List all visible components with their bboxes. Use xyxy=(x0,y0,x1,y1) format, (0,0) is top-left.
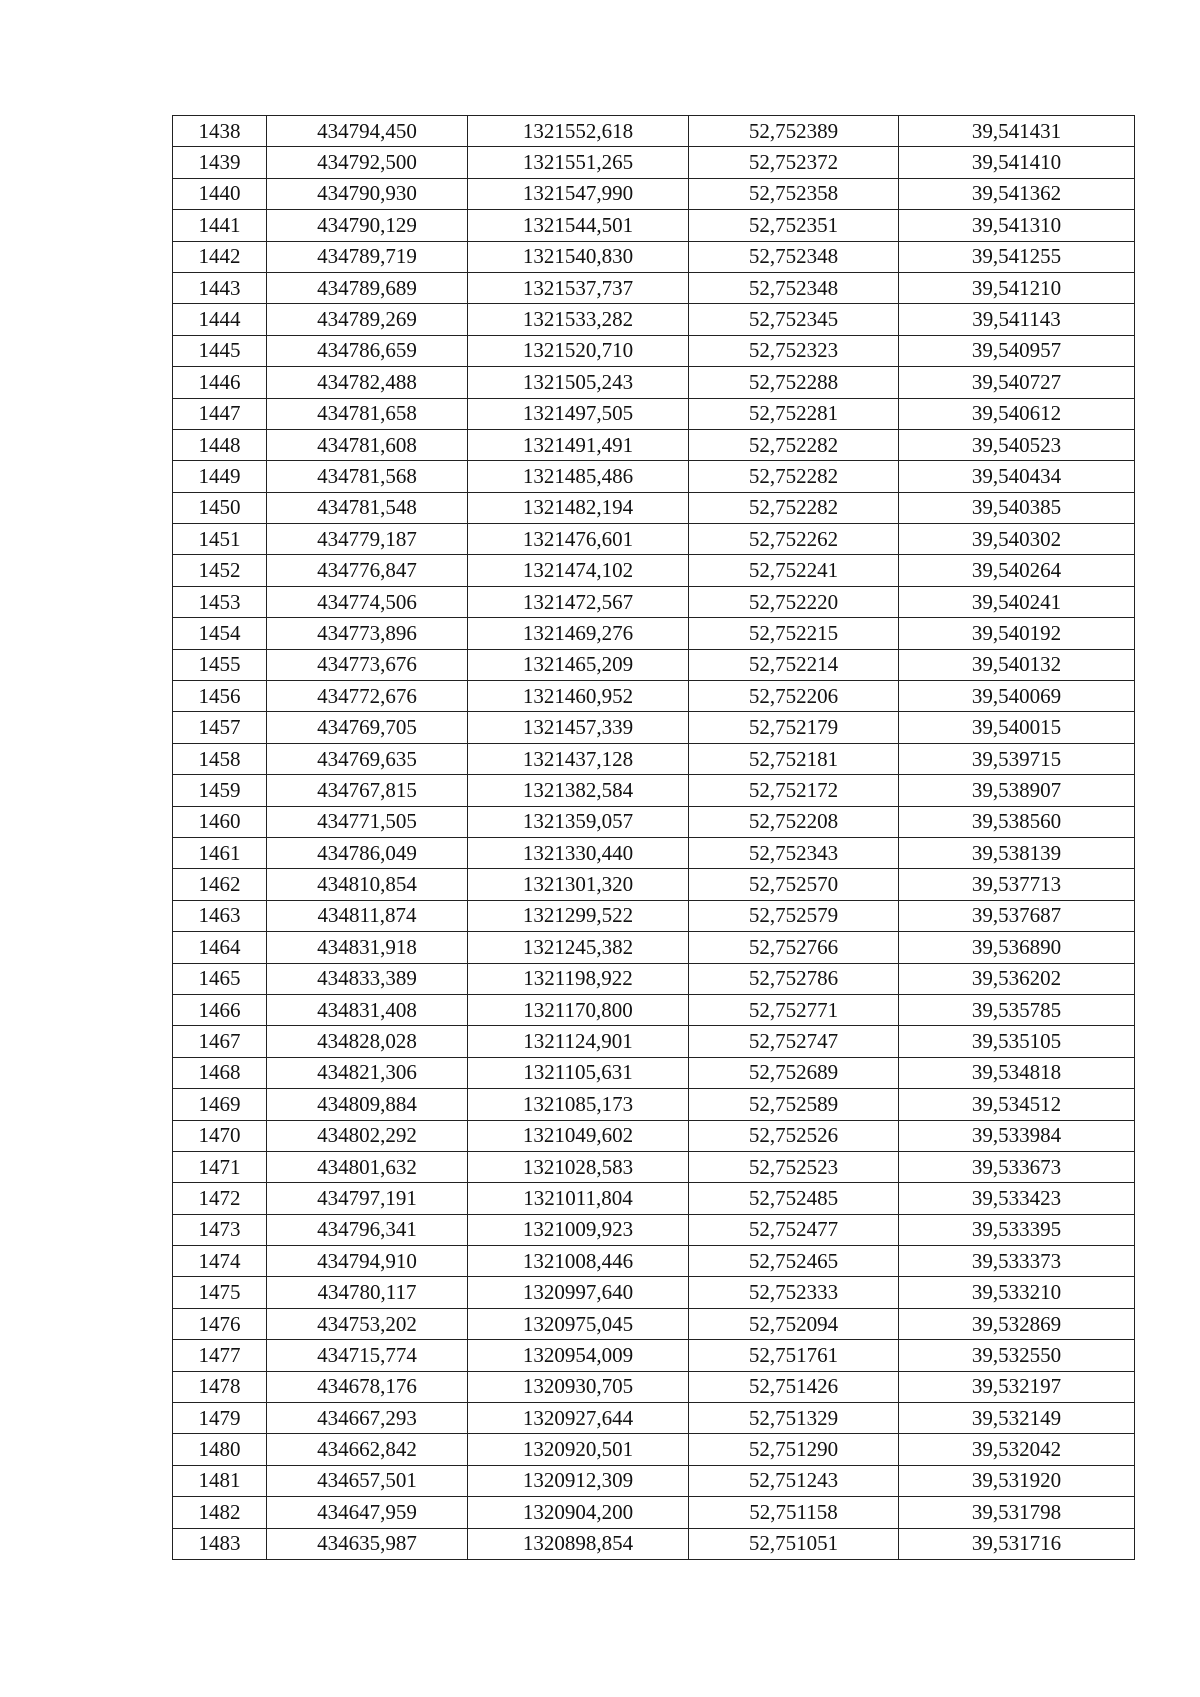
y-coordinate-cell: 1320930,705 xyxy=(468,1371,689,1402)
latitude-cell: 52,751158 xyxy=(689,1497,899,1528)
y-coordinate-cell: 1321474,102 xyxy=(468,555,689,586)
y-coordinate-cell: 1321497,505 xyxy=(468,398,689,429)
x-coordinate-cell: 434647,959 xyxy=(267,1497,468,1528)
y-coordinate-cell: 1321105,631 xyxy=(468,1057,689,1088)
point-number-cell: 1479 xyxy=(173,1403,267,1434)
y-coordinate-cell: 1320975,045 xyxy=(468,1308,689,1339)
longitude-cell: 39,531716 xyxy=(899,1528,1135,1559)
table-row xyxy=(173,618,1135,649)
point-number-cell: 1443 xyxy=(173,272,267,303)
table-row xyxy=(173,681,1135,712)
latitude-cell: 52,752485 xyxy=(689,1183,899,1214)
point-number-cell: 1463 xyxy=(173,900,267,931)
point-number-cell: 1448 xyxy=(173,429,267,460)
table-row xyxy=(173,775,1135,806)
point-number-cell: 1445 xyxy=(173,335,267,366)
y-coordinate-cell: 1321028,583 xyxy=(468,1151,689,1182)
point-number-cell: 1483 xyxy=(173,1528,267,1559)
document-page xyxy=(172,115,1134,1560)
point-number-cell: 1450 xyxy=(173,492,267,523)
point-number-cell: 1441 xyxy=(173,210,267,241)
y-coordinate-cell: 1320898,854 xyxy=(468,1528,689,1559)
latitude-cell: 52,752358 xyxy=(689,178,899,209)
x-coordinate-cell: 434790,129 xyxy=(267,210,468,241)
x-coordinate-cell: 434797,191 xyxy=(267,1183,468,1214)
longitude-cell: 39,533395 xyxy=(899,1214,1135,1245)
latitude-cell: 52,752372 xyxy=(689,147,899,178)
y-coordinate-cell: 1320904,200 xyxy=(468,1497,689,1528)
longitude-cell: 39,540069 xyxy=(899,681,1135,712)
latitude-cell: 52,751243 xyxy=(689,1465,899,1496)
point-number-cell: 1482 xyxy=(173,1497,267,1528)
point-number-cell: 1474 xyxy=(173,1246,267,1277)
latitude-cell: 52,752333 xyxy=(689,1277,899,1308)
table-row xyxy=(173,272,1135,303)
y-coordinate-cell: 1321437,128 xyxy=(468,743,689,774)
latitude-cell: 52,752523 xyxy=(689,1151,899,1182)
longitude-cell: 39,541255 xyxy=(899,241,1135,272)
table-row xyxy=(173,1057,1135,1088)
x-coordinate-cell: 434771,505 xyxy=(267,806,468,837)
point-number-cell: 1475 xyxy=(173,1277,267,1308)
point-number-cell: 1446 xyxy=(173,367,267,398)
point-number-cell: 1458 xyxy=(173,743,267,774)
coordinates-table xyxy=(172,115,1135,1560)
y-coordinate-cell: 1321482,194 xyxy=(468,492,689,523)
latitude-cell: 52,752579 xyxy=(689,900,899,931)
y-coordinate-cell: 1321008,446 xyxy=(468,1246,689,1277)
table-row xyxy=(173,1308,1135,1339)
point-number-cell: 1467 xyxy=(173,1026,267,1057)
x-coordinate-cell: 434802,292 xyxy=(267,1120,468,1151)
longitude-cell: 39,536202 xyxy=(899,963,1135,994)
latitude-cell: 52,752241 xyxy=(689,555,899,586)
point-number-cell: 1469 xyxy=(173,1089,267,1120)
longitude-cell: 39,537687 xyxy=(899,900,1135,931)
point-number-cell: 1451 xyxy=(173,524,267,555)
table-row xyxy=(173,1089,1135,1120)
longitude-cell: 39,535105 xyxy=(899,1026,1135,1057)
table-row xyxy=(173,837,1135,868)
point-number-cell: 1449 xyxy=(173,461,267,492)
longitude-cell: 39,539715 xyxy=(899,743,1135,774)
x-coordinate-cell: 434667,293 xyxy=(267,1403,468,1434)
table-row xyxy=(173,1120,1135,1151)
longitude-cell: 39,533423 xyxy=(899,1183,1135,1214)
longitude-cell: 39,540302 xyxy=(899,524,1135,555)
longitude-cell: 39,541310 xyxy=(899,210,1135,241)
latitude-cell: 52,752282 xyxy=(689,492,899,523)
table-row xyxy=(173,210,1135,241)
latitude-cell: 52,752262 xyxy=(689,524,899,555)
table-row xyxy=(173,116,1135,147)
longitude-cell: 39,540015 xyxy=(899,712,1135,743)
y-coordinate-cell: 1321457,339 xyxy=(468,712,689,743)
y-coordinate-cell: 1321544,501 xyxy=(468,210,689,241)
latitude-cell: 52,752281 xyxy=(689,398,899,429)
longitude-cell: 39,532149 xyxy=(899,1403,1135,1434)
y-coordinate-cell: 1321520,710 xyxy=(468,335,689,366)
point-number-cell: 1444 xyxy=(173,304,267,335)
x-coordinate-cell: 434772,676 xyxy=(267,681,468,712)
longitude-cell: 39,538139 xyxy=(899,837,1135,868)
latitude-cell: 52,752323 xyxy=(689,335,899,366)
latitude-cell: 52,752206 xyxy=(689,681,899,712)
x-coordinate-cell: 434753,202 xyxy=(267,1308,468,1339)
y-coordinate-cell: 1321301,320 xyxy=(468,869,689,900)
y-coordinate-cell: 1321551,265 xyxy=(468,147,689,178)
y-coordinate-cell: 1321382,584 xyxy=(468,775,689,806)
y-coordinate-cell: 1321491,491 xyxy=(468,429,689,460)
point-number-cell: 1470 xyxy=(173,1120,267,1151)
longitude-cell: 39,532197 xyxy=(899,1371,1135,1402)
x-coordinate-cell: 434635,987 xyxy=(267,1528,468,1559)
x-coordinate-cell: 434767,815 xyxy=(267,775,468,806)
latitude-cell: 52,751290 xyxy=(689,1434,899,1465)
table-row xyxy=(173,1403,1135,1434)
x-coordinate-cell: 434811,874 xyxy=(267,900,468,931)
latitude-cell: 52,752589 xyxy=(689,1089,899,1120)
latitude-cell: 52,752766 xyxy=(689,932,899,963)
latitude-cell: 52,752282 xyxy=(689,461,899,492)
x-coordinate-cell: 434828,028 xyxy=(267,1026,468,1057)
longitude-cell: 39,540192 xyxy=(899,618,1135,649)
longitude-cell: 39,538560 xyxy=(899,806,1135,837)
table-row xyxy=(173,1246,1135,1277)
x-coordinate-cell: 434794,450 xyxy=(267,116,468,147)
latitude-cell: 52,752786 xyxy=(689,963,899,994)
y-coordinate-cell: 1321476,601 xyxy=(468,524,689,555)
x-coordinate-cell: 434786,049 xyxy=(267,837,468,868)
x-coordinate-cell: 434810,854 xyxy=(267,869,468,900)
table-row xyxy=(173,1277,1135,1308)
longitude-cell: 39,534818 xyxy=(899,1057,1135,1088)
table-row xyxy=(173,241,1135,272)
table-row xyxy=(173,524,1135,555)
latitude-cell: 52,752348 xyxy=(689,272,899,303)
latitude-cell: 52,752689 xyxy=(689,1057,899,1088)
point-number-cell: 1465 xyxy=(173,963,267,994)
latitude-cell: 52,752288 xyxy=(689,367,899,398)
y-coordinate-cell: 1321085,173 xyxy=(468,1089,689,1120)
latitude-cell: 52,752172 xyxy=(689,775,899,806)
table-row xyxy=(173,1371,1135,1402)
table-row xyxy=(173,649,1135,680)
longitude-cell: 39,532550 xyxy=(899,1340,1135,1371)
point-number-cell: 1452 xyxy=(173,555,267,586)
latitude-cell: 52,752570 xyxy=(689,869,899,900)
y-coordinate-cell: 1320920,501 xyxy=(468,1434,689,1465)
latitude-cell: 52,751761 xyxy=(689,1340,899,1371)
table-row xyxy=(173,555,1135,586)
x-coordinate-cell: 434790,930 xyxy=(267,178,468,209)
table-row xyxy=(173,429,1135,460)
latitude-cell: 52,752094 xyxy=(689,1308,899,1339)
longitude-cell: 39,541362 xyxy=(899,178,1135,209)
longitude-cell: 39,533210 xyxy=(899,1277,1135,1308)
x-coordinate-cell: 434794,910 xyxy=(267,1246,468,1277)
x-coordinate-cell: 434789,269 xyxy=(267,304,468,335)
latitude-cell: 52,752179 xyxy=(689,712,899,743)
longitude-cell: 39,533373 xyxy=(899,1246,1135,1277)
point-number-cell: 1468 xyxy=(173,1057,267,1088)
longitude-cell: 39,540241 xyxy=(899,586,1135,617)
table-row xyxy=(173,461,1135,492)
longitude-cell: 39,533984 xyxy=(899,1120,1135,1151)
point-number-cell: 1456 xyxy=(173,681,267,712)
y-coordinate-cell: 1321465,209 xyxy=(468,649,689,680)
x-coordinate-cell: 434781,548 xyxy=(267,492,468,523)
point-number-cell: 1478 xyxy=(173,1371,267,1402)
y-coordinate-cell: 1321460,952 xyxy=(468,681,689,712)
x-coordinate-cell: 434796,341 xyxy=(267,1214,468,1245)
y-coordinate-cell: 1321469,276 xyxy=(468,618,689,649)
point-number-cell: 1442 xyxy=(173,241,267,272)
point-number-cell: 1481 xyxy=(173,1465,267,1496)
longitude-cell: 39,540264 xyxy=(899,555,1135,586)
longitude-cell: 39,540434 xyxy=(899,461,1135,492)
x-coordinate-cell: 434786,659 xyxy=(267,335,468,366)
point-number-cell: 1461 xyxy=(173,837,267,868)
y-coordinate-cell: 1321472,567 xyxy=(468,586,689,617)
point-number-cell: 1480 xyxy=(173,1434,267,1465)
table-row xyxy=(173,1434,1135,1465)
table-row xyxy=(173,1528,1135,1559)
x-coordinate-cell: 434809,884 xyxy=(267,1089,468,1120)
coordinates-table-body xyxy=(173,116,1135,1560)
point-number-cell: 1438 xyxy=(173,116,267,147)
table-row xyxy=(173,1214,1135,1245)
table-row xyxy=(173,178,1135,209)
x-coordinate-cell: 434831,918 xyxy=(267,932,468,963)
y-coordinate-cell: 1321533,282 xyxy=(468,304,689,335)
longitude-cell: 39,541431 xyxy=(899,116,1135,147)
longitude-cell: 39,531920 xyxy=(899,1465,1135,1496)
latitude-cell: 52,752214 xyxy=(689,649,899,680)
longitude-cell: 39,534512 xyxy=(899,1089,1135,1120)
longitude-cell: 39,537713 xyxy=(899,869,1135,900)
point-number-cell: 1455 xyxy=(173,649,267,680)
longitude-cell: 39,540957 xyxy=(899,335,1135,366)
point-number-cell: 1440 xyxy=(173,178,267,209)
x-coordinate-cell: 434782,488 xyxy=(267,367,468,398)
table-row xyxy=(173,304,1135,335)
point-number-cell: 1460 xyxy=(173,806,267,837)
longitude-cell: 39,532869 xyxy=(899,1308,1135,1339)
table-row xyxy=(173,806,1135,837)
latitude-cell: 52,752526 xyxy=(689,1120,899,1151)
table-row xyxy=(173,1340,1135,1371)
latitude-cell: 52,752220 xyxy=(689,586,899,617)
longitude-cell: 39,540523 xyxy=(899,429,1135,460)
y-coordinate-cell: 1320912,309 xyxy=(468,1465,689,1496)
table-row xyxy=(173,1183,1135,1214)
table-row xyxy=(173,586,1135,617)
x-coordinate-cell: 434831,408 xyxy=(267,994,468,1025)
longitude-cell: 39,535785 xyxy=(899,994,1135,1025)
longitude-cell: 39,540612 xyxy=(899,398,1135,429)
table-row xyxy=(173,963,1135,994)
point-number-cell: 1459 xyxy=(173,775,267,806)
table-row xyxy=(173,335,1135,366)
longitude-cell: 39,532042 xyxy=(899,1434,1135,1465)
point-number-cell: 1464 xyxy=(173,932,267,963)
x-coordinate-cell: 434781,608 xyxy=(267,429,468,460)
x-coordinate-cell: 434789,689 xyxy=(267,272,468,303)
y-coordinate-cell: 1320954,009 xyxy=(468,1340,689,1371)
x-coordinate-cell: 434780,117 xyxy=(267,1277,468,1308)
table-row xyxy=(173,367,1135,398)
table-row xyxy=(173,492,1135,523)
latitude-cell: 52,751329 xyxy=(689,1403,899,1434)
x-coordinate-cell: 434662,842 xyxy=(267,1434,468,1465)
latitude-cell: 52,751051 xyxy=(689,1528,899,1559)
y-coordinate-cell: 1321537,737 xyxy=(468,272,689,303)
x-coordinate-cell: 434769,705 xyxy=(267,712,468,743)
table-row xyxy=(173,869,1135,900)
latitude-cell: 52,752345 xyxy=(689,304,899,335)
longitude-cell: 39,536890 xyxy=(899,932,1135,963)
latitude-cell: 52,752208 xyxy=(689,806,899,837)
latitude-cell: 52,752477 xyxy=(689,1214,899,1245)
x-coordinate-cell: 434779,187 xyxy=(267,524,468,555)
point-number-cell: 1477 xyxy=(173,1340,267,1371)
y-coordinate-cell: 1321299,522 xyxy=(468,900,689,931)
y-coordinate-cell: 1320927,644 xyxy=(468,1403,689,1434)
x-coordinate-cell: 434769,635 xyxy=(267,743,468,774)
latitude-cell: 52,752215 xyxy=(689,618,899,649)
latitude-cell: 52,752282 xyxy=(689,429,899,460)
y-coordinate-cell: 1321485,486 xyxy=(468,461,689,492)
latitude-cell: 52,751426 xyxy=(689,1371,899,1402)
x-coordinate-cell: 434801,632 xyxy=(267,1151,468,1182)
y-coordinate-cell: 1321330,440 xyxy=(468,837,689,868)
longitude-cell: 39,533673 xyxy=(899,1151,1135,1182)
latitude-cell: 52,752747 xyxy=(689,1026,899,1057)
x-coordinate-cell: 434821,306 xyxy=(267,1057,468,1088)
point-number-cell: 1466 xyxy=(173,994,267,1025)
table-row xyxy=(173,1497,1135,1528)
x-coordinate-cell: 434781,658 xyxy=(267,398,468,429)
table-row xyxy=(173,712,1135,743)
x-coordinate-cell: 434789,719 xyxy=(267,241,468,272)
y-coordinate-cell: 1321540,830 xyxy=(468,241,689,272)
longitude-cell: 39,538907 xyxy=(899,775,1135,806)
table-row xyxy=(173,743,1135,774)
table-row xyxy=(173,398,1135,429)
point-number-cell: 1472 xyxy=(173,1183,267,1214)
table-row xyxy=(173,1151,1135,1182)
x-coordinate-cell: 434773,896 xyxy=(267,618,468,649)
point-number-cell: 1462 xyxy=(173,869,267,900)
y-coordinate-cell: 1320997,640 xyxy=(468,1277,689,1308)
x-coordinate-cell: 434657,501 xyxy=(267,1465,468,1496)
y-coordinate-cell: 1321049,602 xyxy=(468,1120,689,1151)
x-coordinate-cell: 434678,176 xyxy=(267,1371,468,1402)
x-coordinate-cell: 434833,389 xyxy=(267,963,468,994)
x-coordinate-cell: 434792,500 xyxy=(267,147,468,178)
point-number-cell: 1471 xyxy=(173,1151,267,1182)
x-coordinate-cell: 434781,568 xyxy=(267,461,468,492)
longitude-cell: 39,540132 xyxy=(899,649,1135,680)
point-number-cell: 1439 xyxy=(173,147,267,178)
latitude-cell: 52,752465 xyxy=(689,1246,899,1277)
y-coordinate-cell: 1321009,923 xyxy=(468,1214,689,1245)
point-number-cell: 1476 xyxy=(173,1308,267,1339)
point-number-cell: 1453 xyxy=(173,586,267,617)
latitude-cell: 52,752389 xyxy=(689,116,899,147)
longitude-cell: 39,541143 xyxy=(899,304,1135,335)
table-row xyxy=(173,900,1135,931)
longitude-cell: 39,540385 xyxy=(899,492,1135,523)
latitude-cell: 52,752771 xyxy=(689,994,899,1025)
table-row xyxy=(173,932,1135,963)
x-coordinate-cell: 434774,506 xyxy=(267,586,468,617)
latitude-cell: 52,752351 xyxy=(689,210,899,241)
longitude-cell: 39,540727 xyxy=(899,367,1135,398)
y-coordinate-cell: 1321547,990 xyxy=(468,178,689,209)
y-coordinate-cell: 1321124,901 xyxy=(468,1026,689,1057)
y-coordinate-cell: 1321359,057 xyxy=(468,806,689,837)
x-coordinate-cell: 434776,847 xyxy=(267,555,468,586)
point-number-cell: 1473 xyxy=(173,1214,267,1245)
y-coordinate-cell: 1321198,922 xyxy=(468,963,689,994)
table-row xyxy=(173,994,1135,1025)
table-row xyxy=(173,1026,1135,1057)
y-coordinate-cell: 1321505,243 xyxy=(468,367,689,398)
x-coordinate-cell: 434715,774 xyxy=(267,1340,468,1371)
longitude-cell: 39,541410 xyxy=(899,147,1135,178)
point-number-cell: 1447 xyxy=(173,398,267,429)
x-coordinate-cell: 434773,676 xyxy=(267,649,468,680)
longitude-cell: 39,531798 xyxy=(899,1497,1135,1528)
y-coordinate-cell: 1321552,618 xyxy=(468,116,689,147)
point-number-cell: 1454 xyxy=(173,618,267,649)
y-coordinate-cell: 1321011,804 xyxy=(468,1183,689,1214)
table-row xyxy=(173,1465,1135,1496)
point-number-cell: 1457 xyxy=(173,712,267,743)
latitude-cell: 52,752181 xyxy=(689,743,899,774)
longitude-cell: 39,541210 xyxy=(899,272,1135,303)
y-coordinate-cell: 1321170,800 xyxy=(468,994,689,1025)
y-coordinate-cell: 1321245,382 xyxy=(468,932,689,963)
table-row xyxy=(173,147,1135,178)
latitude-cell: 52,752348 xyxy=(689,241,899,272)
latitude-cell: 52,752343 xyxy=(689,837,899,868)
